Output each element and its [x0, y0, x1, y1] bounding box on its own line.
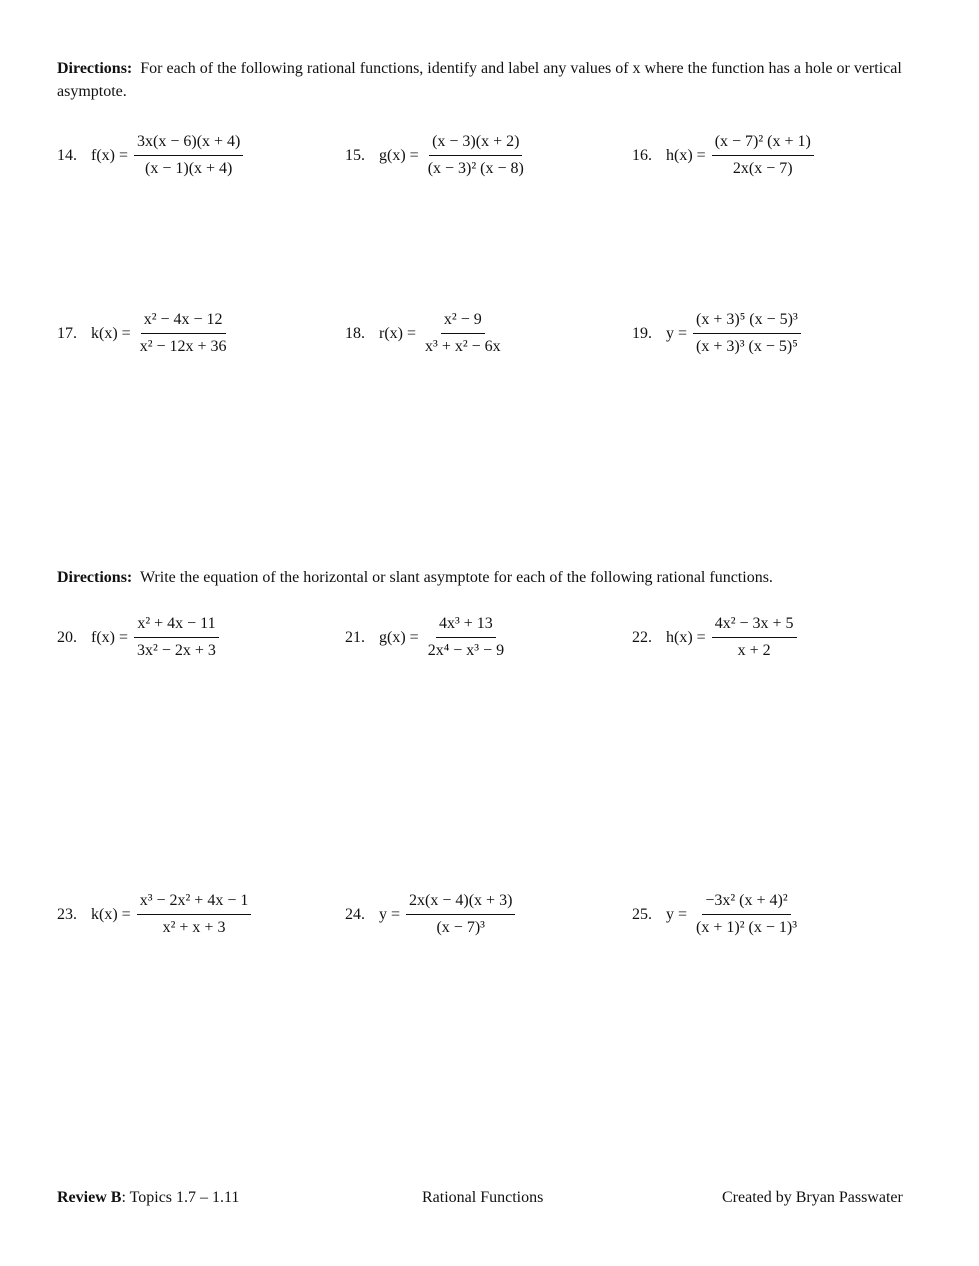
problem-number: 16. [632, 146, 652, 164]
numerator: 4x³ + 13 [436, 614, 496, 638]
denominator: (x − 1)(x + 4) [145, 160, 233, 177]
function-lhs: f(x) = [91, 146, 129, 164]
directions-2-label: Directions: [57, 569, 133, 586]
numerator: (x − 3)(x + 2) [429, 132, 522, 156]
numerator: 3x(x − 6)(x + 4) [134, 132, 243, 156]
function-lhs: y = [666, 324, 688, 342]
function-lhs: r(x) = [379, 324, 417, 342]
function-lhs: y = [666, 905, 688, 923]
problem-21 [345, 614, 507, 661]
fraction [134, 132, 243, 179]
numerator: (x − 7)² (x + 1) [712, 132, 814, 156]
problem-number: 25. [632, 905, 652, 923]
numerator: x² − 4x − 12 [141, 310, 226, 334]
footer-right: Created by Bryan Passwater [722, 1189, 903, 1206]
problem-24 [345, 891, 515, 938]
fraction [134, 614, 219, 661]
function-lhs: k(x) = [91, 324, 131, 342]
fraction [712, 614, 797, 661]
fraction [137, 891, 252, 938]
numerator: x³ − 2x² + 4x − 1 [137, 891, 252, 915]
denominator: x + 2 [737, 642, 771, 659]
problem-14 [57, 132, 243, 179]
function-lhs: f(x) = [91, 628, 129, 646]
fraction [406, 891, 515, 938]
footer-left [57, 1189, 239, 1207]
footer-topics: : Topics 1.7 – 1.11 [121, 1189, 240, 1206]
denominator: 2x⁴ − x³ − 9 [427, 642, 505, 659]
footer-center: Rational Functions [422, 1189, 544, 1206]
fraction [712, 132, 814, 179]
problem-number: 17. [57, 324, 77, 342]
fraction [422, 310, 504, 357]
function-lhs: k(x) = [91, 905, 131, 923]
numerator: x² − 9 [441, 310, 485, 334]
fraction [425, 132, 527, 179]
fraction [425, 614, 507, 661]
problem-number: 19. [632, 324, 652, 342]
problem-number: 21. [345, 628, 365, 646]
fraction [693, 310, 801, 357]
directions-1-label: Directions: [57, 60, 133, 77]
denominator: (x + 3)³ (x − 5)⁵ [696, 338, 798, 355]
problem-19 [632, 310, 801, 357]
fraction [137, 310, 230, 357]
fraction [693, 891, 800, 938]
problem-number: 18. [345, 324, 365, 342]
numerator: 2x(x − 4)(x + 3) [406, 891, 515, 915]
denominator: 2x(x − 7) [732, 160, 793, 177]
function-lhs: y = [379, 905, 401, 923]
problem-15 [345, 132, 527, 179]
denominator: (x − 7)³ [436, 919, 485, 936]
problem-number: 24. [345, 905, 365, 923]
problem-number: 15. [345, 146, 365, 164]
denominator: 3x² − 2x + 3 [137, 642, 216, 659]
denominator: (x + 1)² (x − 1)³ [696, 919, 797, 936]
function-lhs: g(x) = [379, 146, 419, 164]
directions-1 [57, 57, 927, 103]
problem-22 [632, 614, 797, 661]
denominator: x³ + x² − 6x [425, 338, 501, 355]
problem-number: 23. [57, 905, 77, 923]
denominator: (x − 3)² (x − 8) [427, 160, 524, 177]
numerator: (x + 3)⁵ (x − 5)³ [693, 310, 801, 334]
directions-2 [57, 566, 927, 589]
numerator: −3x² (x + 4)² [702, 891, 790, 915]
problem-16 [632, 132, 814, 179]
problem-number: 20. [57, 628, 77, 646]
problem-number: 14. [57, 146, 77, 164]
numerator: x² + 4x − 11 [134, 614, 218, 638]
directions-2-text: Write the equation of the horizontal or slant asymptote for each of the following rational functions. [139, 569, 773, 586]
problem-25 [632, 891, 800, 938]
problem-number: 22. [632, 628, 652, 646]
function-lhs: h(x) = [666, 146, 706, 164]
denominator: x² + x + 3 [162, 919, 226, 936]
directions-1-text: For each of the following rational functions, identify and label any values of x where the function has a hole or vertical asymptote. [57, 60, 902, 100]
function-lhs: g(x) = [379, 628, 419, 646]
footer-review-label: Review B [57, 1189, 122, 1206]
problem-18 [345, 310, 504, 357]
denominator: x² − 12x + 36 [139, 338, 227, 355]
problem-20 [57, 614, 219, 661]
function-lhs: h(x) = [666, 628, 706, 646]
problem-23 [57, 891, 251, 938]
numerator: 4x² − 3x + 5 [712, 614, 797, 638]
problem-17 [57, 310, 230, 357]
